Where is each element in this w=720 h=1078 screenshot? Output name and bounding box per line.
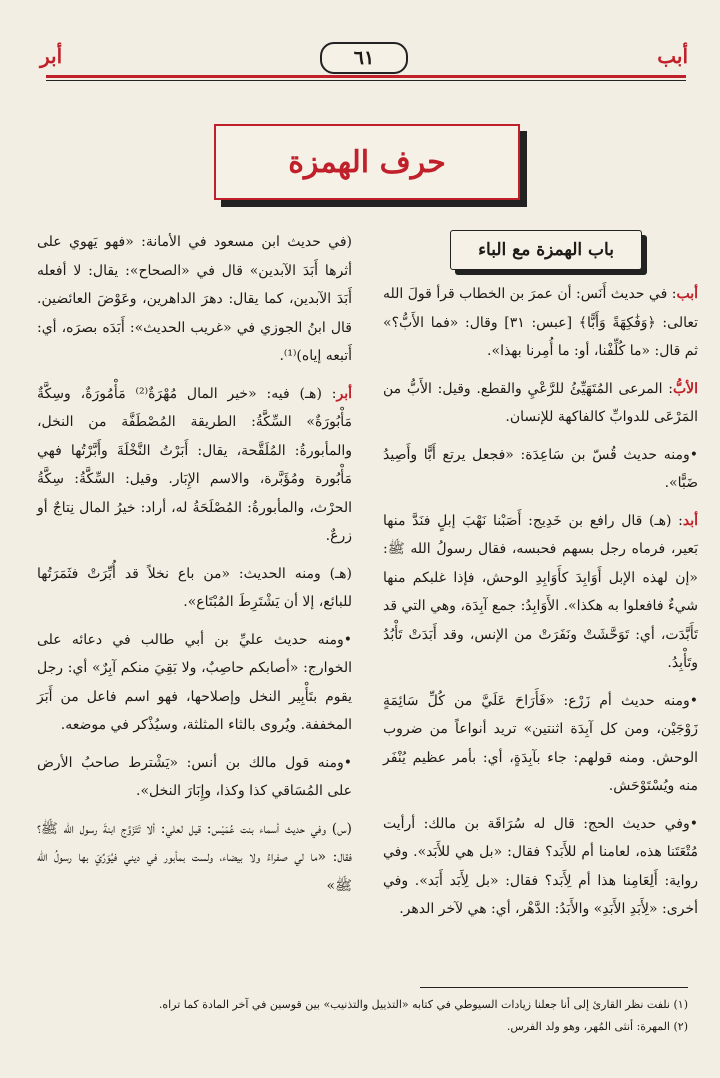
entry-paragraph (37, 560, 352, 617)
entry-paragraph (37, 626, 352, 740)
entry-text: (هـ) ومنه الحديث: «من باع نخلاً قد أُبِّرَتْ فثَمَرَتُها للبائع، إلا أن يَشْتَرِطَ المُبْتَاع». (37, 565, 352, 610)
left-column (37, 228, 352, 909)
footnote: (١) نلفت نظر القارئ إلى أنا جعلنا زيادات السيوطي في كتابه «التذييل والتذنيب» بين قوسين في آخر المادة كما تراه. (158, 998, 688, 1011)
footnotes (38, 994, 688, 1038)
entry-paragraph (37, 749, 352, 806)
entry-text: : المرعى المُتَهَيِّئُ للرَّعْيِ والقطع. وقيل: الأَبُّ من المَرْعَى للدوابِّ كالفاكهة للإنسان. (383, 380, 698, 425)
right-column (383, 228, 698, 933)
entry-paragraph (37, 380, 352, 551)
entry-text: (س) وفي حديث أسماء بنت عُمَيْس: قيل لعلي: ألا تَتَزَوَّج ابنةَ رسول الله ﷺ؟ فقال: «ما لي صفراءُ ولا بيضاء، ولست بمأبور في ديني فيُوَرِّيَ بها رسولُ الله ﷺ» (37, 820, 352, 894)
entry-paragraph (383, 687, 698, 801)
chapter-title: حرف الهمزة (214, 124, 520, 200)
entry-text: (في حديث ابن مسعود في الأمانة: «فهو يَهوي على أثرها أَبَدَ الآبدين» قال في «الصحاح»: يقال: لا أفعله أَبَدَ الآبدين، كما يقال: دهرَ الداهرين، وعَوْضَ العائضين. قال ابنُ الجوزي في «غريب الحديث»: أَبَدَه بصرَه، أي: أَتبعه إياه)⁽¹⁾. (37, 234, 352, 364)
footnote-rule (420, 987, 688, 988)
entry-headword: أبر (336, 385, 352, 402)
entry-text: : (هـ) فيه: «خير المال مُهْرَةٌ⁽²⁾ مَأْمُورَةٌ، وسِكَّةٌ مَأْبُورَةٌ» السِّكَّةُ: الطريقة المُصْطَفَّة من النخل، والمأبورةُ: المُلَقَّحة، يقال: أَبَرْتُ النَّخْلَةَ وأَبَّرْتُها فهي مَأْبُورة ومُؤَبَّرة، والاسم الإِبَار. وقيل: السِّكَّةُ: سِكَّةُ الحرْث، والمأبورةُ: المُصْلَحَةُ له، أراد: خيرُ المال نِتاجٌ أو زرعٌ. (37, 385, 352, 544)
right-entries (383, 280, 698, 924)
entry-paragraph (37, 228, 352, 371)
footnote: (٢) المهرة: أنثى المُهر، وهو ولد الفرس. (506, 1020, 688, 1033)
page-header (40, 40, 688, 76)
entry-paragraph (383, 375, 698, 432)
page-number: ٦١ (320, 42, 408, 74)
entry-text: •ومنه حديث عليِّ بن أبي طالب في دعائه على الخوارج: «أصابكم حاصِبٌ، ولا بَقِيَ منكم آبِرٌ» أي: رجل يقوم بتَأْبِير النخل وإصلاحها، فهو اسم فاعل من أَبَرَ المخففة. ويُروى بالثاء المثلثة، وسيُذْكر في موضعه. (37, 631, 352, 733)
entry-text: : في حديث أَنَس: أن عمرَ بن الخطاب قرأ قولَ الله تعالى: ﴿وَفَٰكِهَةً وَأَبًّا﴾ [عبس: ٣١] وقال: «فما الأَبُّ؟» ثم قال: «ما كُلِّفْنا، أو: ما أُمِرنا بهذا». (383, 286, 698, 359)
entry-paragraph (37, 815, 352, 901)
entry-text: •ومنه حديث أم زَرْع: «فَأَرَاحَ عَلَيَّ من كُلِّ سَائِمَةٍ زَوْجَيْن، ومن كل آبِدَة اثنتين» تريد أنواعاً من ضروب الوحش. ومنه قولهم: جاء بآبِدَةٍ، أي: بأمر عظيم يُنْفَر منه ويُسْتَوْحَش. (383, 692, 698, 794)
running-head-left: أبر (40, 44, 63, 68)
entry-paragraph (383, 280, 698, 366)
header-rule-red (46, 75, 686, 78)
entry-text: : (هـ) قال رافع بن خَدِيج: أَصَبْنا نَهْبَ إبلٍ فنَدَّ منها بَعير، فرماه رجل بسهم فحبسه، فقال رسولُ الله ﷺ: «إن لهذه الإبل أَوَابِدَ كأَوَابِدِ الوحش، فإذا غلبكم منها شيءٌ فافعلوا به هكذا». الأَوَابِدُ: جمع آبِدَة، وهي التي قد تَأَبَّدَت، أي: تَوَحَّشَتْ ونَفَرَتْ من الإنس، وقد أَبَدَتْ تَأْبُدُ وتَأْبِدُ. (383, 512, 698, 671)
entry-headword: الأبُّ (672, 380, 698, 397)
entry-headword: أبب (676, 286, 698, 302)
section-title: باب الهمزة مع الباء (450, 230, 642, 270)
entry-headword: أبد (682, 512, 698, 529)
entry-paragraph (383, 507, 698, 678)
entry-paragraph (383, 441, 698, 498)
entry-paragraph (383, 810, 698, 924)
running-head-right: أبب (657, 44, 688, 68)
header-rule-black (46, 80, 686, 81)
entry-text: •ومنه حديث قُسّ بن سَاعِدَة: «فجعل يرتع أَبًّا وأَصِيدُ ضَبًّا». (383, 446, 698, 491)
entry-text: •ومنه قول مالك بن أنس: «يَشْترط صاحبُ الأرض على المُسَاقي كذا وكذا، وإِبَارَ النخل». (37, 754, 352, 799)
entry-text: •وفي حديث الحج: قال له سُرَاقَة بن مالك: أرأيت مُتْعَتَنا هذه، لعامنا أم للأَبَد؟ فقال: «بل هي للأَبَد». وفي رواية: أَلِعَامِنا هذا أم لِأَبَد؟ فقال: «بل لِأَبَد أَبَد». وفي أخرى: «لِأَبَدِ الأَبَدِ» والأَبَدُ: الدَّهْر، أي: هي لآخر الدهر. (383, 815, 698, 917)
left-entries (37, 228, 352, 900)
